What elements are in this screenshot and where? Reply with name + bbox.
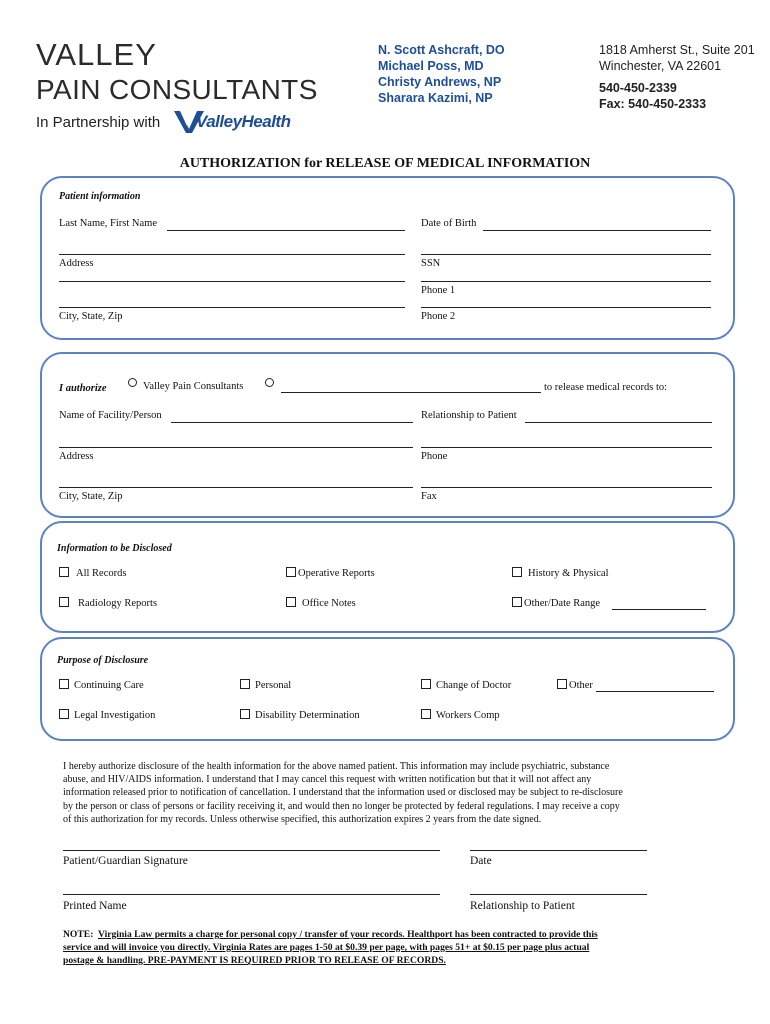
recipient-relationship-label: Relationship to Patient bbox=[421, 410, 517, 421]
change-of-doctor-label: Change of Doctor bbox=[436, 680, 512, 691]
change-of-doctor-checkbox[interactable] bbox=[421, 679, 431, 689]
authorize-valley-radio[interactable] bbox=[128, 378, 137, 387]
authorize-other-radio[interactable] bbox=[265, 378, 274, 387]
recipient-phone-field[interactable] bbox=[421, 447, 712, 448]
signature-label: Patient/Guardian Signature bbox=[63, 855, 188, 867]
doctor-list bbox=[378, 42, 505, 106]
ssn-label: SSN bbox=[421, 258, 441, 269]
personal-label: Personal bbox=[255, 680, 292, 691]
to-release-text: to release medical records to: bbox=[544, 382, 668, 393]
facility-person-field[interactable] bbox=[171, 422, 413, 423]
disability-determination-checkbox[interactable] bbox=[240, 709, 250, 719]
address-line2-field[interactable] bbox=[59, 281, 405, 282]
authorize-valley-label: Valley Pain Consultants bbox=[143, 381, 244, 392]
last-first-name-label: Last Name, First Name bbox=[59, 218, 157, 229]
valley-health-logo-text: ValleyHealth bbox=[196, 112, 291, 131]
date-label: Date bbox=[470, 855, 492, 867]
dob-label: Date of Birth bbox=[421, 218, 477, 229]
recipient-address-label: Address bbox=[59, 451, 94, 462]
authorize-label: I authorize bbox=[59, 383, 107, 394]
operative-reports-checkbox[interactable] bbox=[286, 567, 296, 577]
signer-relationship-label: Relationship to Patient bbox=[470, 900, 575, 912]
doctor-name: Michael Poss, MD bbox=[378, 59, 484, 73]
workers-comp-label: Workers Comp bbox=[436, 710, 500, 721]
logo-line-pain-consultants: PAIN CONSULTANTS bbox=[36, 74, 318, 105]
legal-investigation-label: Legal Investigation bbox=[74, 710, 156, 721]
signer-relationship-field[interactable] bbox=[470, 894, 647, 895]
purpose-section-title: Purpose of Disclosure bbox=[57, 655, 149, 666]
disability-determination-label: Disability Determination bbox=[255, 710, 360, 721]
doctor-name: N. Scott Ashcraft, DO bbox=[378, 43, 505, 57]
office-notes-checkbox[interactable] bbox=[286, 597, 296, 607]
continuing-care-label: Continuing Care bbox=[74, 680, 144, 691]
facility-person-label: Name of Facility/Person bbox=[59, 410, 162, 421]
partnership-text: In Partnership with bbox=[36, 114, 161, 131]
all-records-label: All Records bbox=[76, 568, 127, 579]
signature-field[interactable] bbox=[63, 850, 440, 851]
history-physical-label: History & Physical bbox=[528, 568, 609, 579]
address-line-2: Winchester, VA 22601 bbox=[599, 59, 722, 73]
note-line: Virginia Law permits a charge for personal copy / transfer of your records. Healthport has been contracted to provide this bbox=[98, 929, 598, 940]
workers-comp-checkbox[interactable] bbox=[421, 709, 431, 719]
other-date-range-label: Other/Date Range bbox=[524, 598, 601, 609]
patient-information-box bbox=[40, 176, 735, 340]
printed-name-label: Printed Name bbox=[63, 900, 127, 912]
personal-checkbox[interactable] bbox=[240, 679, 250, 689]
purpose-other-label: Other bbox=[569, 680, 593, 691]
note-block bbox=[63, 928, 743, 967]
city-state-zip-label: City, State, Zip bbox=[59, 311, 123, 322]
recipient-city-field[interactable] bbox=[59, 487, 413, 488]
note-line: service and will invoice you directly. Virginia Rates are pages 1-50 at $0.39 per page, with pages 51+ at $0.15 per page plus actual bbox=[63, 942, 590, 953]
patient-section-title: Patient information bbox=[59, 191, 141, 202]
last-first-name-field[interactable] bbox=[167, 230, 405, 231]
note-line: postage & handling. PRE-PAYMENT IS REQUIRED PRIOR TO RELEASE OF RECORDS. bbox=[63, 955, 446, 966]
clinic-phone: 540-450-2339 bbox=[599, 81, 677, 95]
address-line-1: 1818 Amherst St., Suite 201 bbox=[599, 43, 755, 57]
form-title: AUTHORIZATION for RELEASE OF MEDICAL INFORMATION bbox=[179, 156, 591, 171]
consent-paragraph bbox=[63, 760, 743, 826]
dob-field[interactable] bbox=[483, 230, 711, 231]
doctor-name: Christy Andrews, NP bbox=[378, 75, 502, 89]
ssn-field[interactable] bbox=[421, 254, 711, 255]
recipient-phone-label: Phone bbox=[421, 451, 448, 462]
authorize-box bbox=[40, 352, 735, 518]
recipient-address-field[interactable] bbox=[59, 447, 413, 448]
purpose-box bbox=[40, 637, 735, 741]
authorize-other-field[interactable] bbox=[281, 392, 541, 393]
phone1-field[interactable] bbox=[421, 281, 711, 282]
printed-name-field[interactable] bbox=[63, 894, 440, 895]
doctor-name: Sharara Kazimi, NP bbox=[378, 91, 493, 105]
address-label: Address bbox=[59, 258, 94, 269]
logo-line-valley: VALLEY bbox=[36, 37, 157, 72]
purpose-other-checkbox[interactable] bbox=[557, 679, 567, 689]
recipient-fax-label: Fax bbox=[421, 491, 437, 502]
valley-health-logo bbox=[174, 110, 314, 134]
consent-line: information released prior to notification of cancellation. I understand that the information used or disclosed may be subject to re-disclosure bbox=[63, 787, 623, 799]
consent-line: I hereby authorize disclosure of the health information for the above named patient. This information may include psychiatric, substance bbox=[63, 761, 610, 772]
consent-line: abuse, and HIV/AIDS information. I understand that I may cancel this request with written notification but that it will not affect any bbox=[63, 774, 592, 786]
office-notes-label: Office Notes bbox=[302, 598, 356, 609]
recipient-relationship-field[interactable] bbox=[525, 422, 712, 423]
phone2-label: Phone 2 bbox=[421, 311, 456, 322]
other-date-range-checkbox[interactable] bbox=[512, 597, 522, 607]
all-records-checkbox[interactable] bbox=[59, 567, 69, 577]
other-date-range-field[interactable] bbox=[612, 609, 706, 610]
date-field[interactable] bbox=[470, 850, 647, 851]
note-prefix: NOTE: bbox=[63, 929, 94, 940]
clinic-address-block bbox=[599, 42, 755, 112]
recipient-fax-field[interactable] bbox=[421, 487, 712, 488]
radiology-reports-checkbox[interactable] bbox=[59, 597, 69, 607]
purpose-other-field[interactable] bbox=[596, 691, 714, 692]
disclosed-box bbox=[40, 521, 735, 633]
radiology-reports-label: Radiology Reports bbox=[78, 598, 158, 609]
recipient-city-label: City, State, Zip bbox=[59, 491, 123, 502]
legal-investigation-checkbox[interactable] bbox=[59, 709, 69, 719]
phone2-field[interactable] bbox=[421, 307, 711, 308]
consent-line: by the person or class of persons or facility receiving it, and would then no longer be protected by federal regulations. I may receive a copy bbox=[63, 800, 620, 812]
consent-line: of this authorization for my records. Unless otherwise specified, this authorization expires 2 years from the date signed. bbox=[63, 813, 542, 825]
operative-reports-label: Operative Reports bbox=[298, 568, 375, 579]
phone1-label: Phone 1 bbox=[421, 285, 456, 296]
city-state-zip-field[interactable] bbox=[59, 307, 405, 308]
address-field[interactable] bbox=[59, 254, 405, 255]
continuing-care-checkbox[interactable] bbox=[59, 679, 69, 689]
clinic-fax: Fax: 540-450-2333 bbox=[599, 97, 707, 111]
disclosed-section-title: Information to be Disclosed bbox=[57, 543, 172, 554]
history-physical-checkbox[interactable] bbox=[512, 567, 522, 577]
